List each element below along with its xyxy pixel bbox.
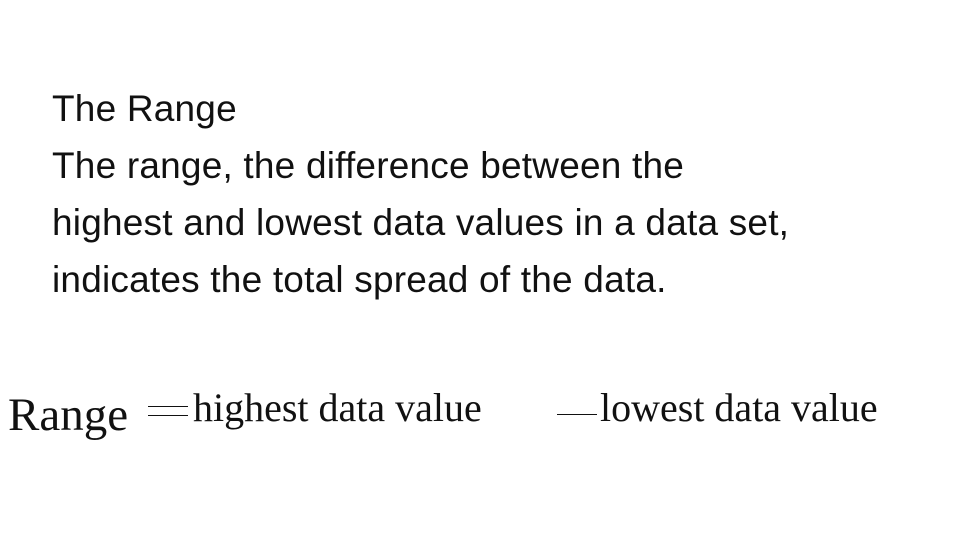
formula-lhs: Range	[8, 389, 129, 441]
slide-title: The Range	[52, 88, 237, 129]
body-line-2: highest and lowest data values in a data set,	[52, 202, 790, 243]
formula-highest-term: highest data value	[193, 385, 482, 430]
slide-text	[52, 80, 932, 308]
range-formula	[0, 370, 960, 460]
formula-lowest-term: lowest data value	[600, 385, 878, 430]
body-line-3: indicates the total spread of the data.	[52, 259, 667, 300]
equals-sign	[148, 406, 188, 416]
minus-sign	[557, 414, 597, 415]
body-line-1: The range, the difference between the	[52, 145, 685, 186]
